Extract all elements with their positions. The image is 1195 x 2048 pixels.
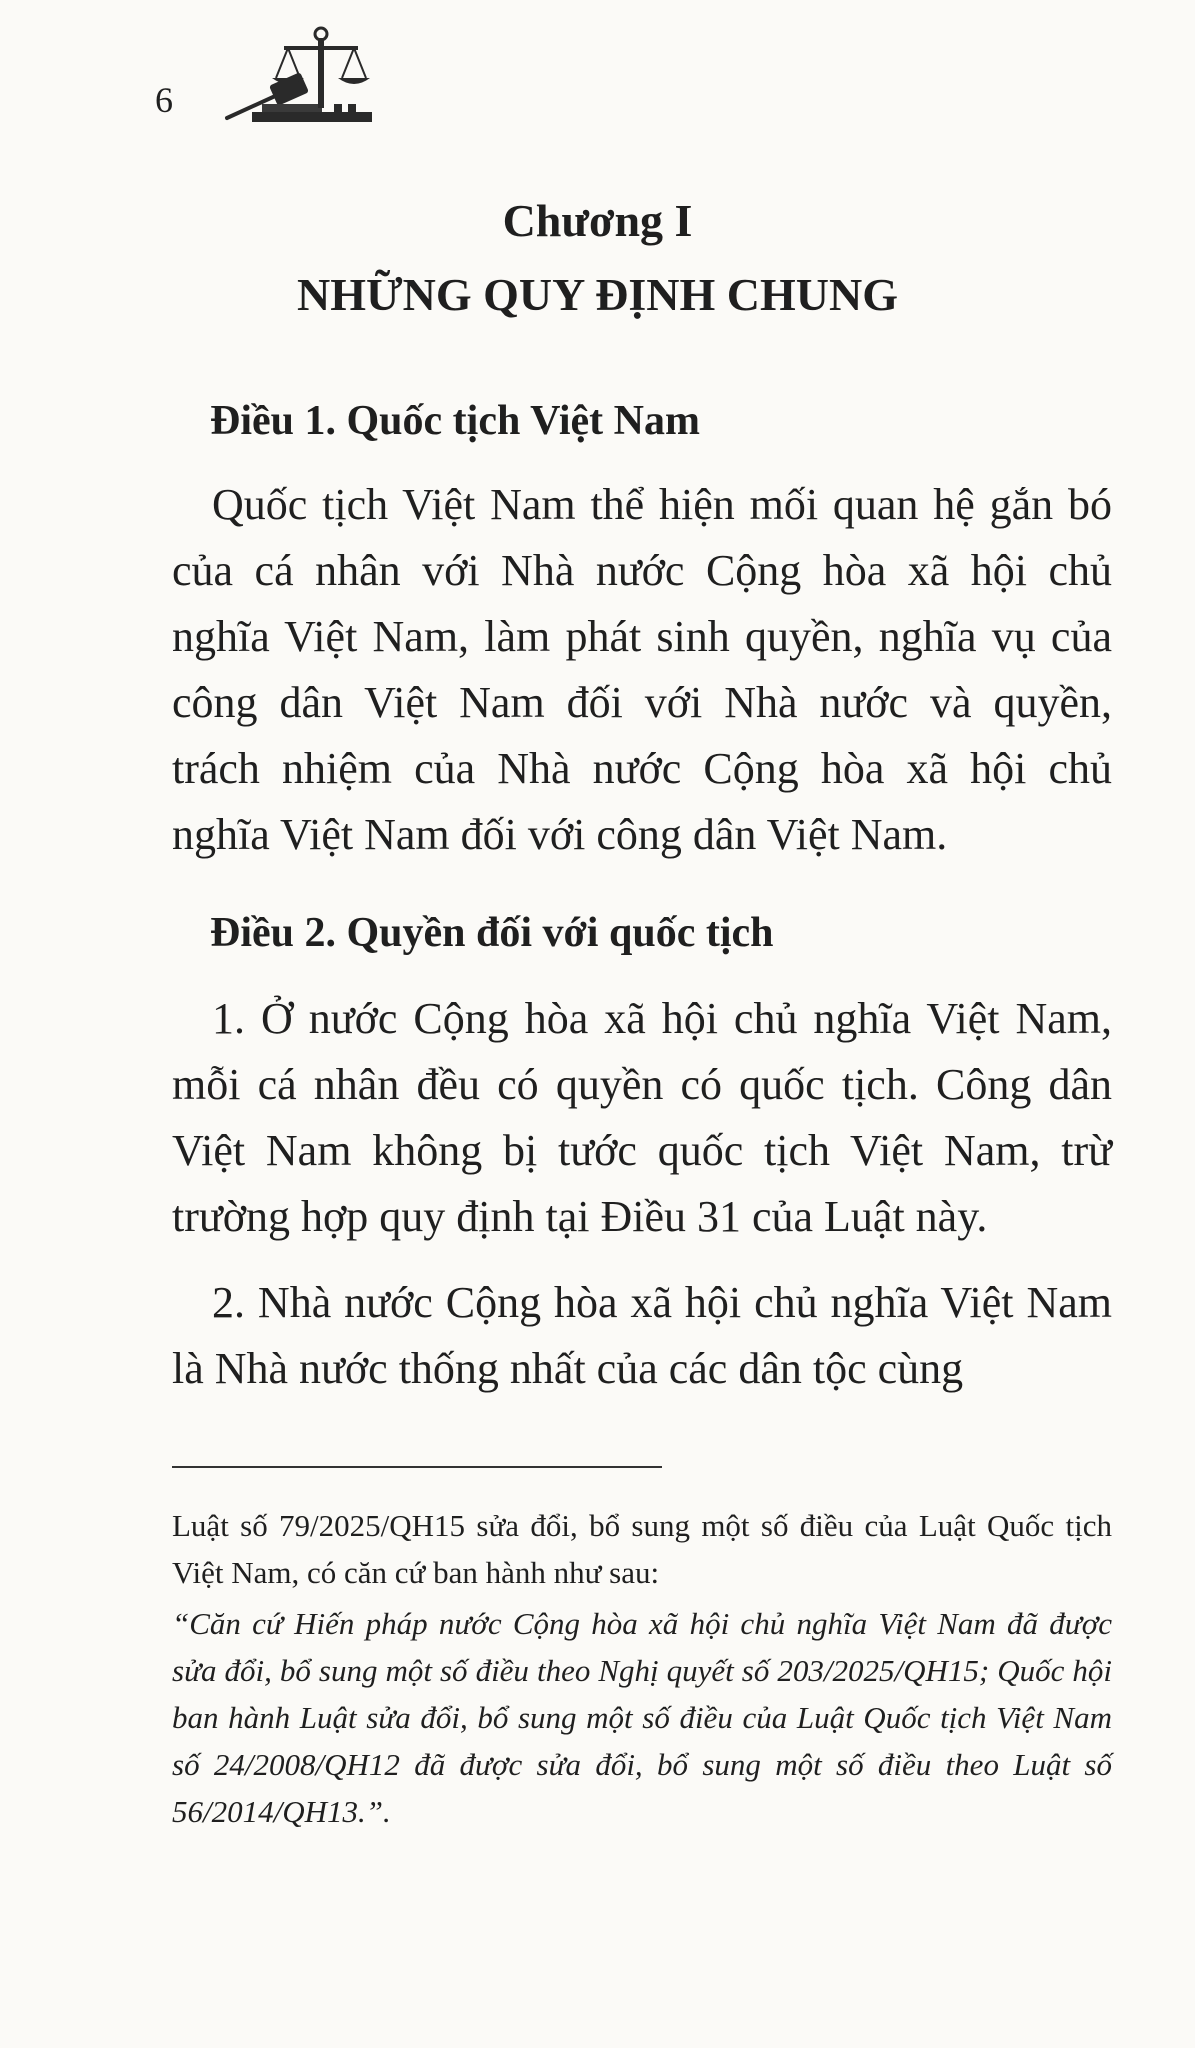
chapter-title: Chương I — [502, 195, 693, 246]
footnote-quote: “Căn cứ Hiến pháp nước Cộng hòa xã hội chủ nghĩa Việt Nam đã được sửa đổi, bổ sung một số điều theo Nghị quyết số 203/2025/QH15; Quốc hội ban hành Luật sửa đổi, bổ sung một số điều của Luật Quốc tịch Việt Nam số 24/2008/QH12 đã được sửa đổi, bổ sung một số điều theo Luật số 56/2014/QH13.”. — [172, 1606, 1112, 1829]
chapter-subtitle: NHỮNG QUY ĐỊNH CHUNG — [297, 269, 898, 320]
page-number: 6 — [155, 80, 173, 120]
article-2-heading: Điều 2. Quyền đối với quốc tịch — [210, 910, 774, 956]
article-2-paragraph-1: 1. Ở nước Cộng hòa xã hội chủ nghĩa Việt Nam, mỗi cá nhân đều có quyền có quốc tịch. Công dân Việt Nam không bị tước quốc tịch Việt Nam, trừ trường hợp quy định tại Điều 31 của Luật này. — [172, 994, 1112, 1241]
scales-of-justice-icon — [222, 20, 402, 130]
footnote-divider — [172, 1466, 662, 1468]
article-2-paragraph-2: 2. Nhà nước Cộng hòa xã hội chủ nghĩa Việt Nam là Nhà nước thống nhất của các dân tộc cùng — [172, 1278, 1112, 1393]
footnote-intro: Luật số 79/2025/QH15 sửa đổi, bổ sung một số điều của Luật Quốc tịch Việt Nam, có căn cứ ban hành như sau: — [172, 1508, 1112, 1590]
article-1-heading: Điều 1. Quốc tịch Việt Nam — [210, 398, 700, 444]
article-1-paragraph: Quốc tịch Việt Nam thể hiện mối quan hệ gắn bó của cá nhân với Nhà nước Cộng hòa xã hội chủ nghĩa Việt Nam, làm phát sinh quyền, nghĩa vụ của công dân Việt Nam đối với Nhà nước và quyền, trách nhiệm của Nhà nước Cộng hòa xã hội chủ nghĩa Việt Nam đối với công dân Việt Nam. — [172, 480, 1112, 859]
